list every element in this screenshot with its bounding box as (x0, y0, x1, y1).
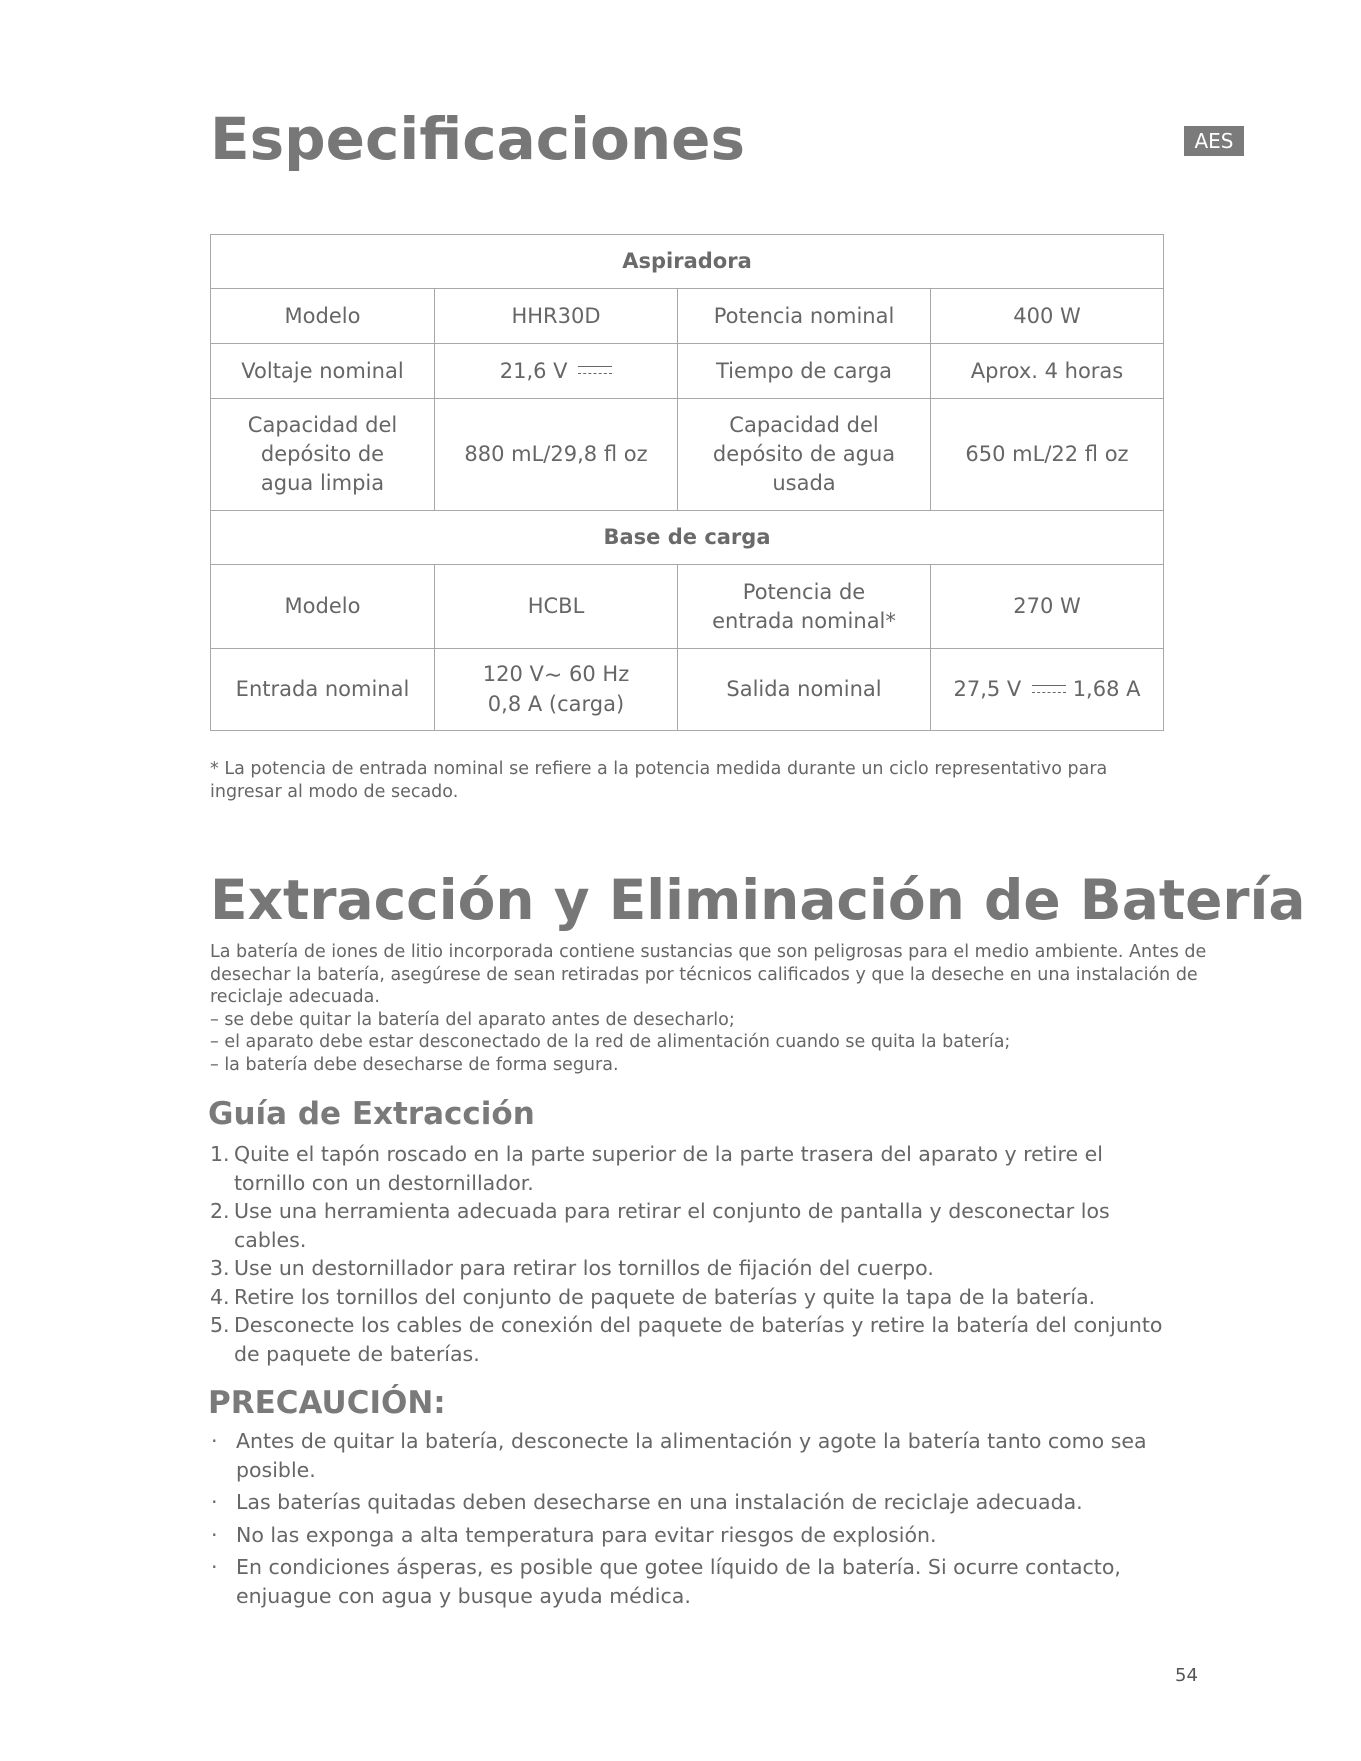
list-item (210, 1140, 1180, 1197)
list-item (210, 1197, 1180, 1254)
list-item (210, 1521, 1180, 1550)
cell-text: 60 Hz (569, 662, 630, 687)
caution-text: En condiciones ásperas, es posible que gotee líquido de la batería. Si ocurre contacto, enjuague con agua y busque ayuda médica. (236, 1555, 1121, 1608)
table-row (211, 235, 1164, 289)
table-cell: Aprox. 4 horas (931, 344, 1164, 399)
bullet-icon: · (211, 1490, 218, 1514)
table-cell (435, 344, 678, 399)
table-cell (435, 649, 678, 731)
caution-title: PRECAUCIÓN: (208, 1385, 446, 1421)
step-number: 1. (210, 1142, 230, 1166)
table-cell (678, 399, 931, 511)
battery-intro (210, 941, 1210, 1076)
caution-text: Antes de quitar la batería, desconecte la alimentación y agote la batería tanto como sea posible. (236, 1429, 1147, 1482)
table-cell: Modelo (211, 289, 435, 344)
section-header-base: Base de carga (211, 511, 1164, 565)
table-cell: Salida nominal (678, 649, 931, 731)
table-footnote: * La potencia de entrada nominal se refiere a la potencia medida durante un ciclo representativo para ingresar al modo de secado. (210, 759, 1108, 802)
table-row (211, 565, 1164, 649)
page-title: Especificaciones (210, 105, 746, 173)
specifications-table (210, 234, 1164, 731)
cell-text: 27,5 V (953, 677, 1022, 701)
cell-text: Potencia de entrada nominal* (712, 579, 896, 633)
section-header-vacuum: Aspiradora (211, 235, 1164, 289)
step-text: Use una herramienta adecuada para retirar el conjunto de pantalla y desconectar los cables. (234, 1199, 1110, 1252)
cell-text: 1,68 A (1072, 677, 1141, 701)
table-cell (931, 649, 1164, 731)
table-cell: HHR30D (435, 289, 678, 344)
extraction-steps (210, 1140, 1180, 1368)
language-badge: AES (1184, 126, 1244, 156)
table-cell (678, 565, 931, 649)
table-cell (211, 399, 435, 511)
dc-symbol-icon (1032, 685, 1066, 696)
intro-note: – la batería debe desecharse de forma segura. (210, 1054, 619, 1075)
step-text: Use un destornillador para retirar los tornillos de fijación del cuerpo. (234, 1256, 934, 1280)
step-text: Desconecte los cables de conexión del paquete de baterías y retire la batería del conjunto de paquete de baterías. (234, 1313, 1163, 1366)
cell-text: 0,8 A (carga) (487, 691, 625, 716)
cell-text: 120 V (482, 662, 544, 687)
intro-paragraph: La batería de iones de litio incorporada contiene sustancias que son peligrosas para el medio ambiente. Antes de desechar la batería, asegúrese de sean retiradas por técnicos calificados y que la deseche en una instalación de reciclaje adecuada. (210, 942, 1207, 1007)
list-item (210, 1553, 1180, 1610)
table-cell: 880 mL/29,8 fl oz (435, 399, 678, 511)
step-number: 5. (210, 1313, 230, 1337)
table-cell: 400 W (931, 289, 1164, 344)
cell-text: 21,6 V (499, 358, 568, 383)
bullet-icon: · (211, 1555, 218, 1579)
table-cell: Potencia nominal (678, 289, 931, 344)
list-item (210, 1311, 1180, 1368)
cell-text: Capacidad del depósito de agua usada (712, 413, 896, 495)
step-text: Retire los tornillos del conjunto de paquete de baterías y quite la tapa de la batería. (234, 1284, 1096, 1309)
table-row (211, 344, 1164, 399)
table-cell: Tiempo de carga (678, 344, 931, 399)
section-title-battery: Extracción y Eliminación de Batería (210, 868, 1306, 932)
cell-text: Capacidad del depósito de agua limpia (247, 413, 398, 495)
caution-list (210, 1427, 1180, 1614)
bullet-icon: · (211, 1522, 218, 1547)
caution-text: Las baterías quitadas deben desecharse en una instalación de reciclaje adecuada. (236, 1490, 1083, 1514)
list-item (210, 1427, 1180, 1484)
table-cell: 270 W (931, 565, 1164, 649)
dc-symbol-icon (578, 366, 612, 377)
caution-text: No las exponga a alta temperatura para evitar riesgos de explosión. (236, 1522, 937, 1547)
step-number: 3. (210, 1256, 230, 1280)
intro-note: – el aparato debe estar desconectado de la red de alimentación cuando se quita la batería; (210, 1032, 1011, 1052)
list-item (210, 1254, 1180, 1283)
table-row (211, 399, 1164, 511)
cell-line (441, 660, 671, 690)
table-row (211, 289, 1164, 344)
list-item (210, 1283, 1180, 1312)
ac-symbol-icon: ∼ (543, 662, 563, 688)
page-number: 54 (1175, 1665, 1198, 1686)
table-cell: 650 mL/22 fl oz (931, 399, 1164, 511)
list-item (210, 1488, 1180, 1517)
table-row (211, 511, 1164, 565)
step-number: 2. (210, 1199, 230, 1223)
table-cell: Entrada nominal (211, 649, 435, 731)
table-cell: HCBL (435, 565, 678, 649)
bullet-icon: · (211, 1429, 218, 1453)
table-cell: Modelo (211, 565, 435, 649)
table-row (211, 649, 1164, 731)
table-cell: Voltaje nominal (211, 344, 435, 399)
step-text: Quite el tapón roscado en la parte superior de la parte trasera del aparato y retire el tornillo con un destornillador. (234, 1142, 1103, 1195)
step-number: 4. (210, 1284, 230, 1309)
guide-title: Guía de Extracción (208, 1096, 535, 1132)
intro-note: – se debe quitar la batería del aparato antes de desecharlo; (210, 1009, 735, 1030)
